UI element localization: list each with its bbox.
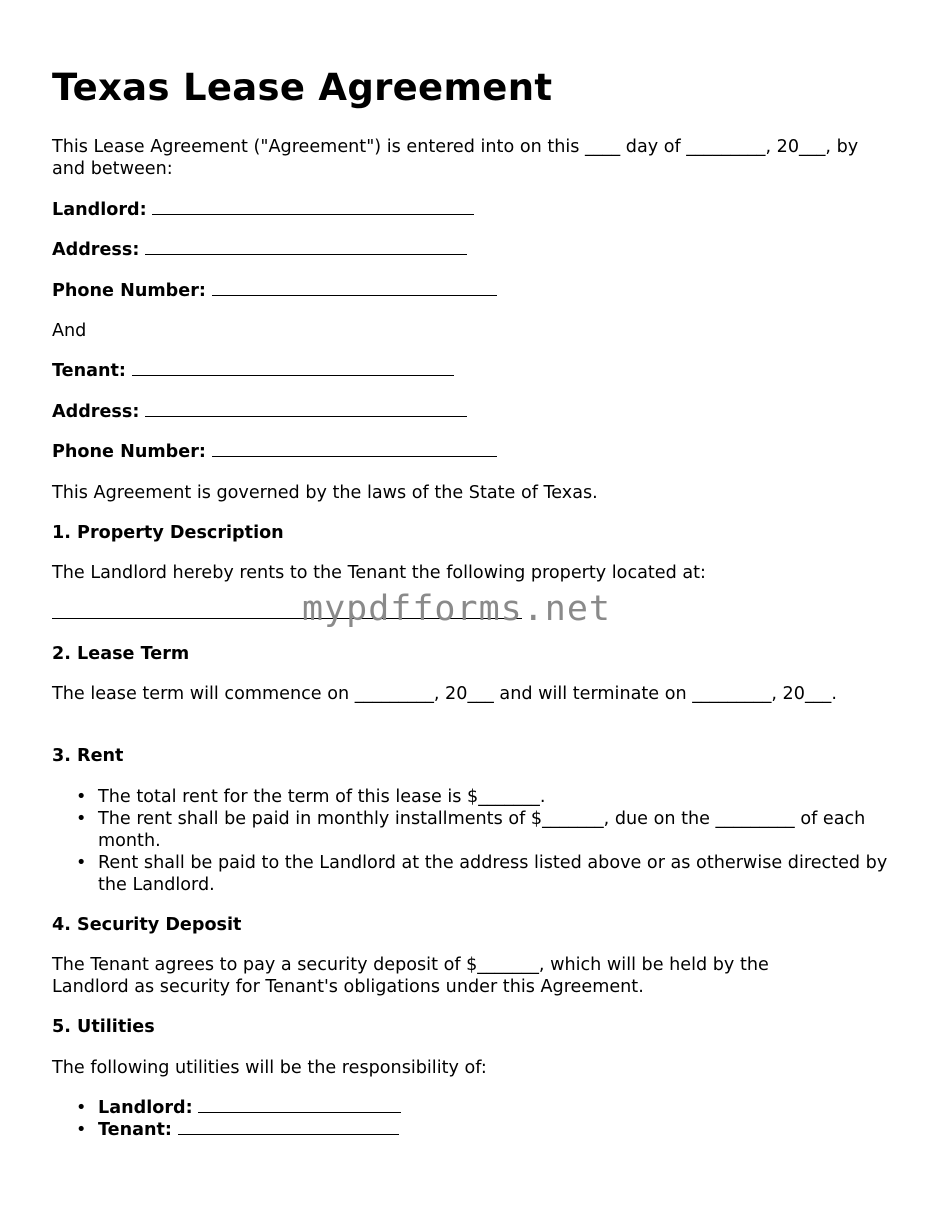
landlord-phone-label: Phone Number: (52, 281, 206, 301)
document-title: Texas Lease Agreement (52, 66, 553, 109)
section-2-heading: 2. Lease Term (52, 644, 190, 664)
tenant-phone-field[interactable] (212, 441, 497, 457)
landlord-address-field[interactable] (145, 239, 467, 255)
utilities-tenant-field[interactable] (178, 1119, 399, 1135)
tenant-name-line (52, 360, 454, 382)
list-item (52, 1097, 888, 1119)
lease-term-text: The lease term will commence on _________, 20___ and will terminate on _________, 20___. (52, 684, 837, 704)
tenant-address-field[interactable] (145, 401, 467, 417)
section-4-heading: 4. Security Deposit (52, 915, 242, 935)
section-1-heading: 1. Property Description (52, 523, 284, 543)
list-item (52, 1119, 888, 1141)
tenant-name-field[interactable] (132, 360, 454, 376)
utilities-list (52, 1097, 888, 1141)
list-item: • The total rent for the term of this lease is $_______. (52, 786, 888, 808)
landlord-address-label: Address: (52, 240, 140, 260)
tenant-address-label: Address: (52, 402, 140, 422)
utilities-landlord-field[interactable] (198, 1097, 401, 1113)
watermark: mypdfforms.net (302, 589, 612, 629)
tenant-phone-label: Phone Number: (52, 442, 206, 462)
landlord-name-field[interactable] (152, 199, 474, 215)
landlord-name-line (52, 199, 474, 221)
governing-law-text: This Agreement is governed by the laws of the State of Texas. (52, 483, 598, 503)
and-text: And (52, 321, 87, 341)
landlord-name-label: Landlord: (52, 200, 147, 220)
property-text: The Landlord hereby rents to the Tenant the following property located at: (52, 563, 706, 583)
tenant-address-line (52, 401, 467, 423)
landlord-phone-line (52, 280, 497, 302)
rent-list (52, 786, 888, 896)
utilities-tenant-label: Tenant: (98, 1120, 172, 1140)
landlord-phone-field[interactable] (212, 280, 497, 296)
utilities-landlord-label: Landlord: (98, 1098, 193, 1118)
section-3-heading: 3. Rent (52, 746, 124, 766)
security-deposit-text: The Tenant agrees to pay a security deposit of $_______, which will be held by the Landlord as security for Tenant's obligations under this Agreement. (52, 955, 769, 997)
list-item: • Rent shall be paid to the Landlord at the address listed above or as otherwise directed by the Landlord. (52, 852, 888, 896)
tenant-name-label: Tenant: (52, 361, 126, 381)
landlord-address-line (52, 239, 467, 261)
intro-paragraph: This Lease Agreement ("Agreement") is entered into on this ____ day of _________, 20___, by and between: (52, 137, 859, 179)
tenant-phone-line (52, 441, 497, 463)
utilities-text: The following utilities will be the responsibility of: (52, 1058, 487, 1078)
list-item: • The rent shall be paid in monthly installments of $_______, due on the _________ of each month. (52, 808, 888, 852)
section-5-heading: 5. Utilities (52, 1017, 155, 1037)
